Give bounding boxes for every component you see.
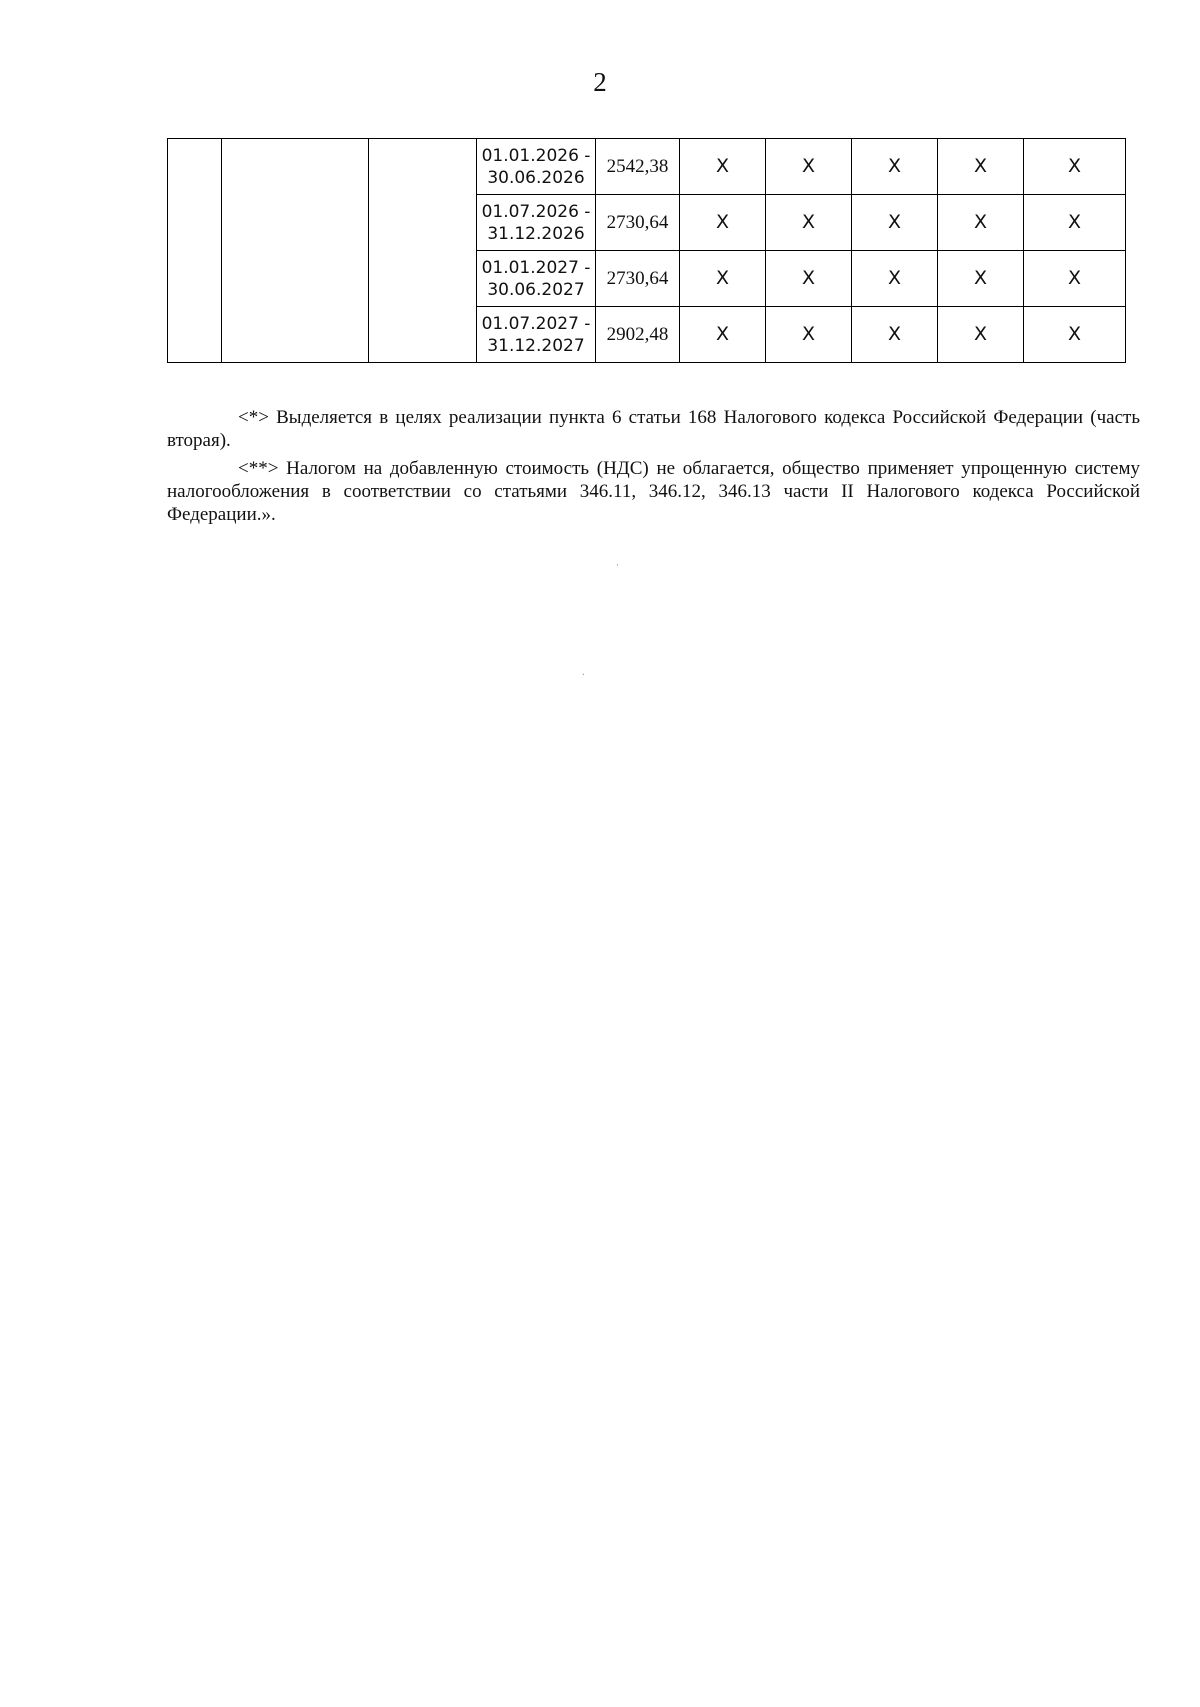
empty-cell-consumer-group	[369, 139, 477, 363]
mark-cell: X	[680, 195, 766, 251]
period-end: 31.12.2026	[487, 223, 585, 244]
mark-cell: X	[852, 139, 938, 195]
mark-cell: X	[680, 251, 766, 307]
period-cell	[477, 307, 596, 363]
table-row	[168, 139, 1126, 195]
empty-cell-number	[168, 139, 222, 363]
mark-cell: X	[852, 307, 938, 363]
price-cell: 2730,64	[596, 251, 680, 307]
mark-cell: X	[766, 307, 852, 363]
period-cell	[477, 139, 596, 195]
mark-cell: X	[1024, 251, 1126, 307]
mark-cell: X	[852, 195, 938, 251]
footnotes	[167, 406, 1140, 531]
tariff-table	[167, 138, 1126, 363]
mark-cell: X	[766, 251, 852, 307]
mark-cell: X	[766, 195, 852, 251]
period-end: 31.12.2027	[487, 335, 585, 356]
footnote-vat-exempt: <**> Налогом на добавленную стоимость (НДС) не облагается, общество применяет упрощенную систему налогообложения в соответствии со статьями 346.11, 346.12, 346.13 части II Налогового кодекса Российской Федерации.».	[167, 458, 1140, 525]
price-cell: 2542,38	[596, 139, 680, 195]
mark-cell: X	[680, 307, 766, 363]
mark-cell: X	[938, 307, 1024, 363]
price-cell: 2902,48	[596, 307, 680, 363]
mark-cell: X	[852, 251, 938, 307]
price-cell: 2730,64	[596, 195, 680, 251]
mark-cell: X	[1024, 139, 1126, 195]
period-end: 30.06.2026	[487, 167, 585, 188]
footnote-vat-allocated: <*> Выделяется в целях реализации пункта 6 статьи 168 Налогового кодекса Российской Федерации (часть вторая).	[167, 407, 1140, 451]
mark-cell: X	[938, 139, 1024, 195]
scan-speck: ˎ	[582, 666, 585, 675]
mark-cell: X	[680, 139, 766, 195]
scan-speck: ·	[616, 561, 619, 570]
mark-cell: X	[1024, 195, 1126, 251]
mark-cell: X	[938, 251, 1024, 307]
period-cell	[477, 195, 596, 251]
period-start: 01.01.2026 -	[481, 145, 591, 166]
period-start: 01.07.2026 -	[481, 201, 591, 222]
mark-cell: X	[1024, 307, 1126, 363]
period-start: 01.01.2027 -	[481, 257, 591, 278]
page-number: 2	[593, 67, 607, 97]
period-end: 30.06.2027	[487, 279, 585, 300]
period-cell	[477, 251, 596, 307]
mark-cell: X	[766, 139, 852, 195]
empty-cell-organization	[222, 139, 369, 363]
period-start: 01.07.2027 -	[481, 313, 591, 334]
mark-cell: X	[938, 195, 1024, 251]
